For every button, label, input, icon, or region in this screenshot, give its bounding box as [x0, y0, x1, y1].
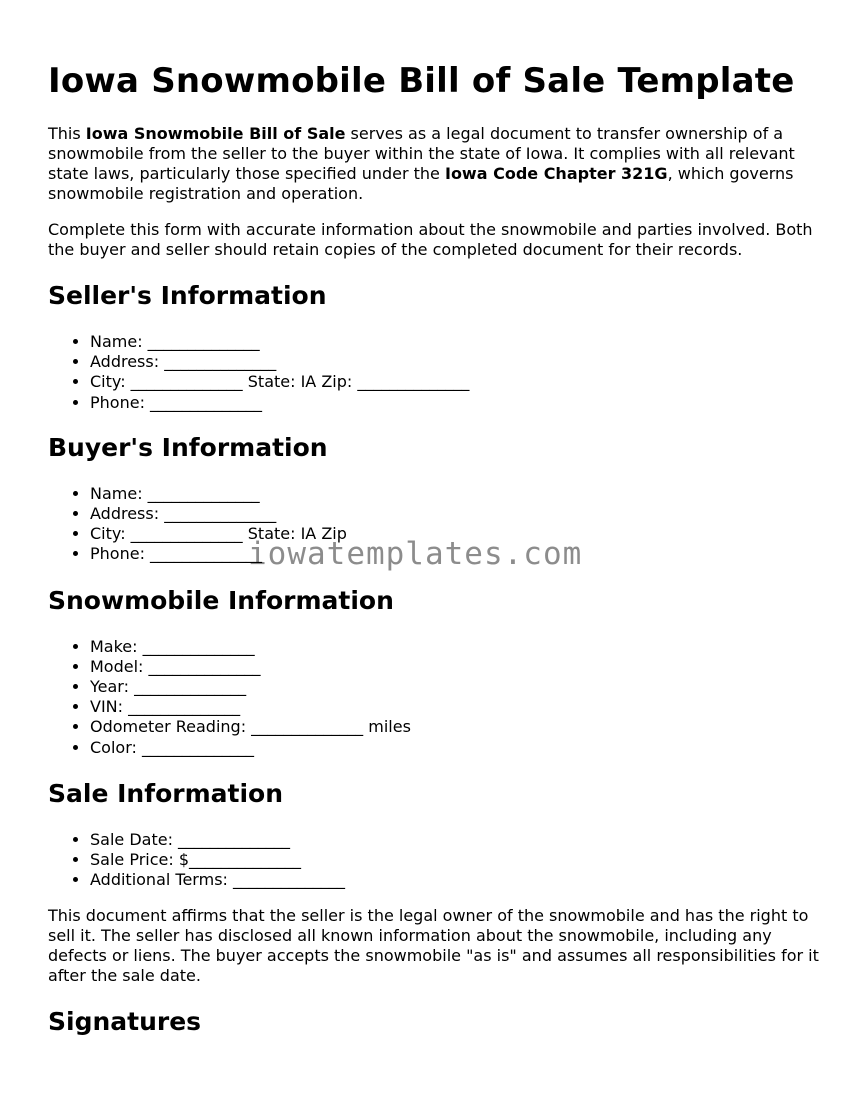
seller-city-state-zip-field: • City: ______________ State: IA Zip: ______________ — [90, 372, 828, 392]
buyer-city-state-zip-field: • City: ______________ State: IA Zip — [90, 524, 828, 544]
sale-price-field: • Sale Price: $______________ — [90, 850, 828, 870]
watermark-text: iowatemplates.com — [248, 536, 583, 572]
sale-list — [48, 830, 828, 891]
intro-paragraph — [48, 124, 828, 204]
signatures-heading: Signatures — [48, 1007, 202, 1037]
sale-date-field: • Sale Date: ______________ — [90, 830, 828, 850]
snowmobile-make-field: • Make: ______________ — [90, 637, 828, 657]
intro-bold-2: Iowa Code Chapter 321G — [444, 164, 668, 183]
sale-terms-field: • Additional Terms: ______________ — [90, 870, 828, 890]
snowmobile-color-field: • Color: ______________ — [90, 738, 828, 758]
buyer-phone-field: • Phone: ______________ — [90, 544, 828, 564]
sale-heading: Sale Information — [48, 778, 283, 808]
snowmobile-model-field: • Model: ______________ — [90, 657, 828, 677]
snowmobile-heading: Snowmobile Information — [48, 585, 394, 615]
buyer-heading: Buyer's Information — [48, 432, 328, 462]
buyer-list — [48, 484, 828, 565]
intro-text-2: serves as a legal document to transfer ownership of a snowmobile from the seller to the buyer within the state of Iowa. It complies with all relevant state laws, particularly those specified under the — [48, 124, 795, 183]
buyer-name-field: • Name: ______________ — [90, 484, 828, 504]
seller-list — [48, 332, 828, 413]
seller-name-field: • Name: ______________ — [90, 332, 828, 352]
instructions-paragraph: Complete this form with accurate information about the snowmobile and parties involved. Both the buyer and seller should retain copies of the completed document for their records. — [48, 220, 813, 259]
snowmobile-vin-field: • VIN: ______________ — [90, 697, 828, 717]
page-title: Iowa Snowmobile Bill of Sale Template — [48, 61, 795, 101]
snowmobile-odometer-field: • Odometer Reading: ______________ miles — [90, 717, 828, 737]
document-page — [48, 0, 828, 1038]
snowmobile-list — [48, 637, 828, 758]
seller-address-field: • Address: ______________ — [90, 352, 828, 372]
affirmation-paragraph: This document affirms that the seller is the legal owner of the snowmobile and has the right to sell it. The seller has disclosed all known information about the snowmobile, including any defects or liens. The buyer accepts the snowmobile "as is" and assumes all responsibilities for it after the sale date. — [48, 906, 819, 986]
buyer-address-field: • Address: ______________ — [90, 504, 828, 524]
seller-heading: Seller's Information — [48, 281, 327, 310]
intro-text-1: This — [48, 124, 86, 143]
intro-text-3: , which governs snowmobile registration and operation. — [48, 164, 794, 203]
seller-phone-field: • Phone: ______________ — [90, 393, 828, 413]
intro-bold-1: Iowa Snowmobile Bill of Sale — [85, 124, 346, 143]
snowmobile-year-field: • Year: ______________ — [90, 677, 828, 697]
